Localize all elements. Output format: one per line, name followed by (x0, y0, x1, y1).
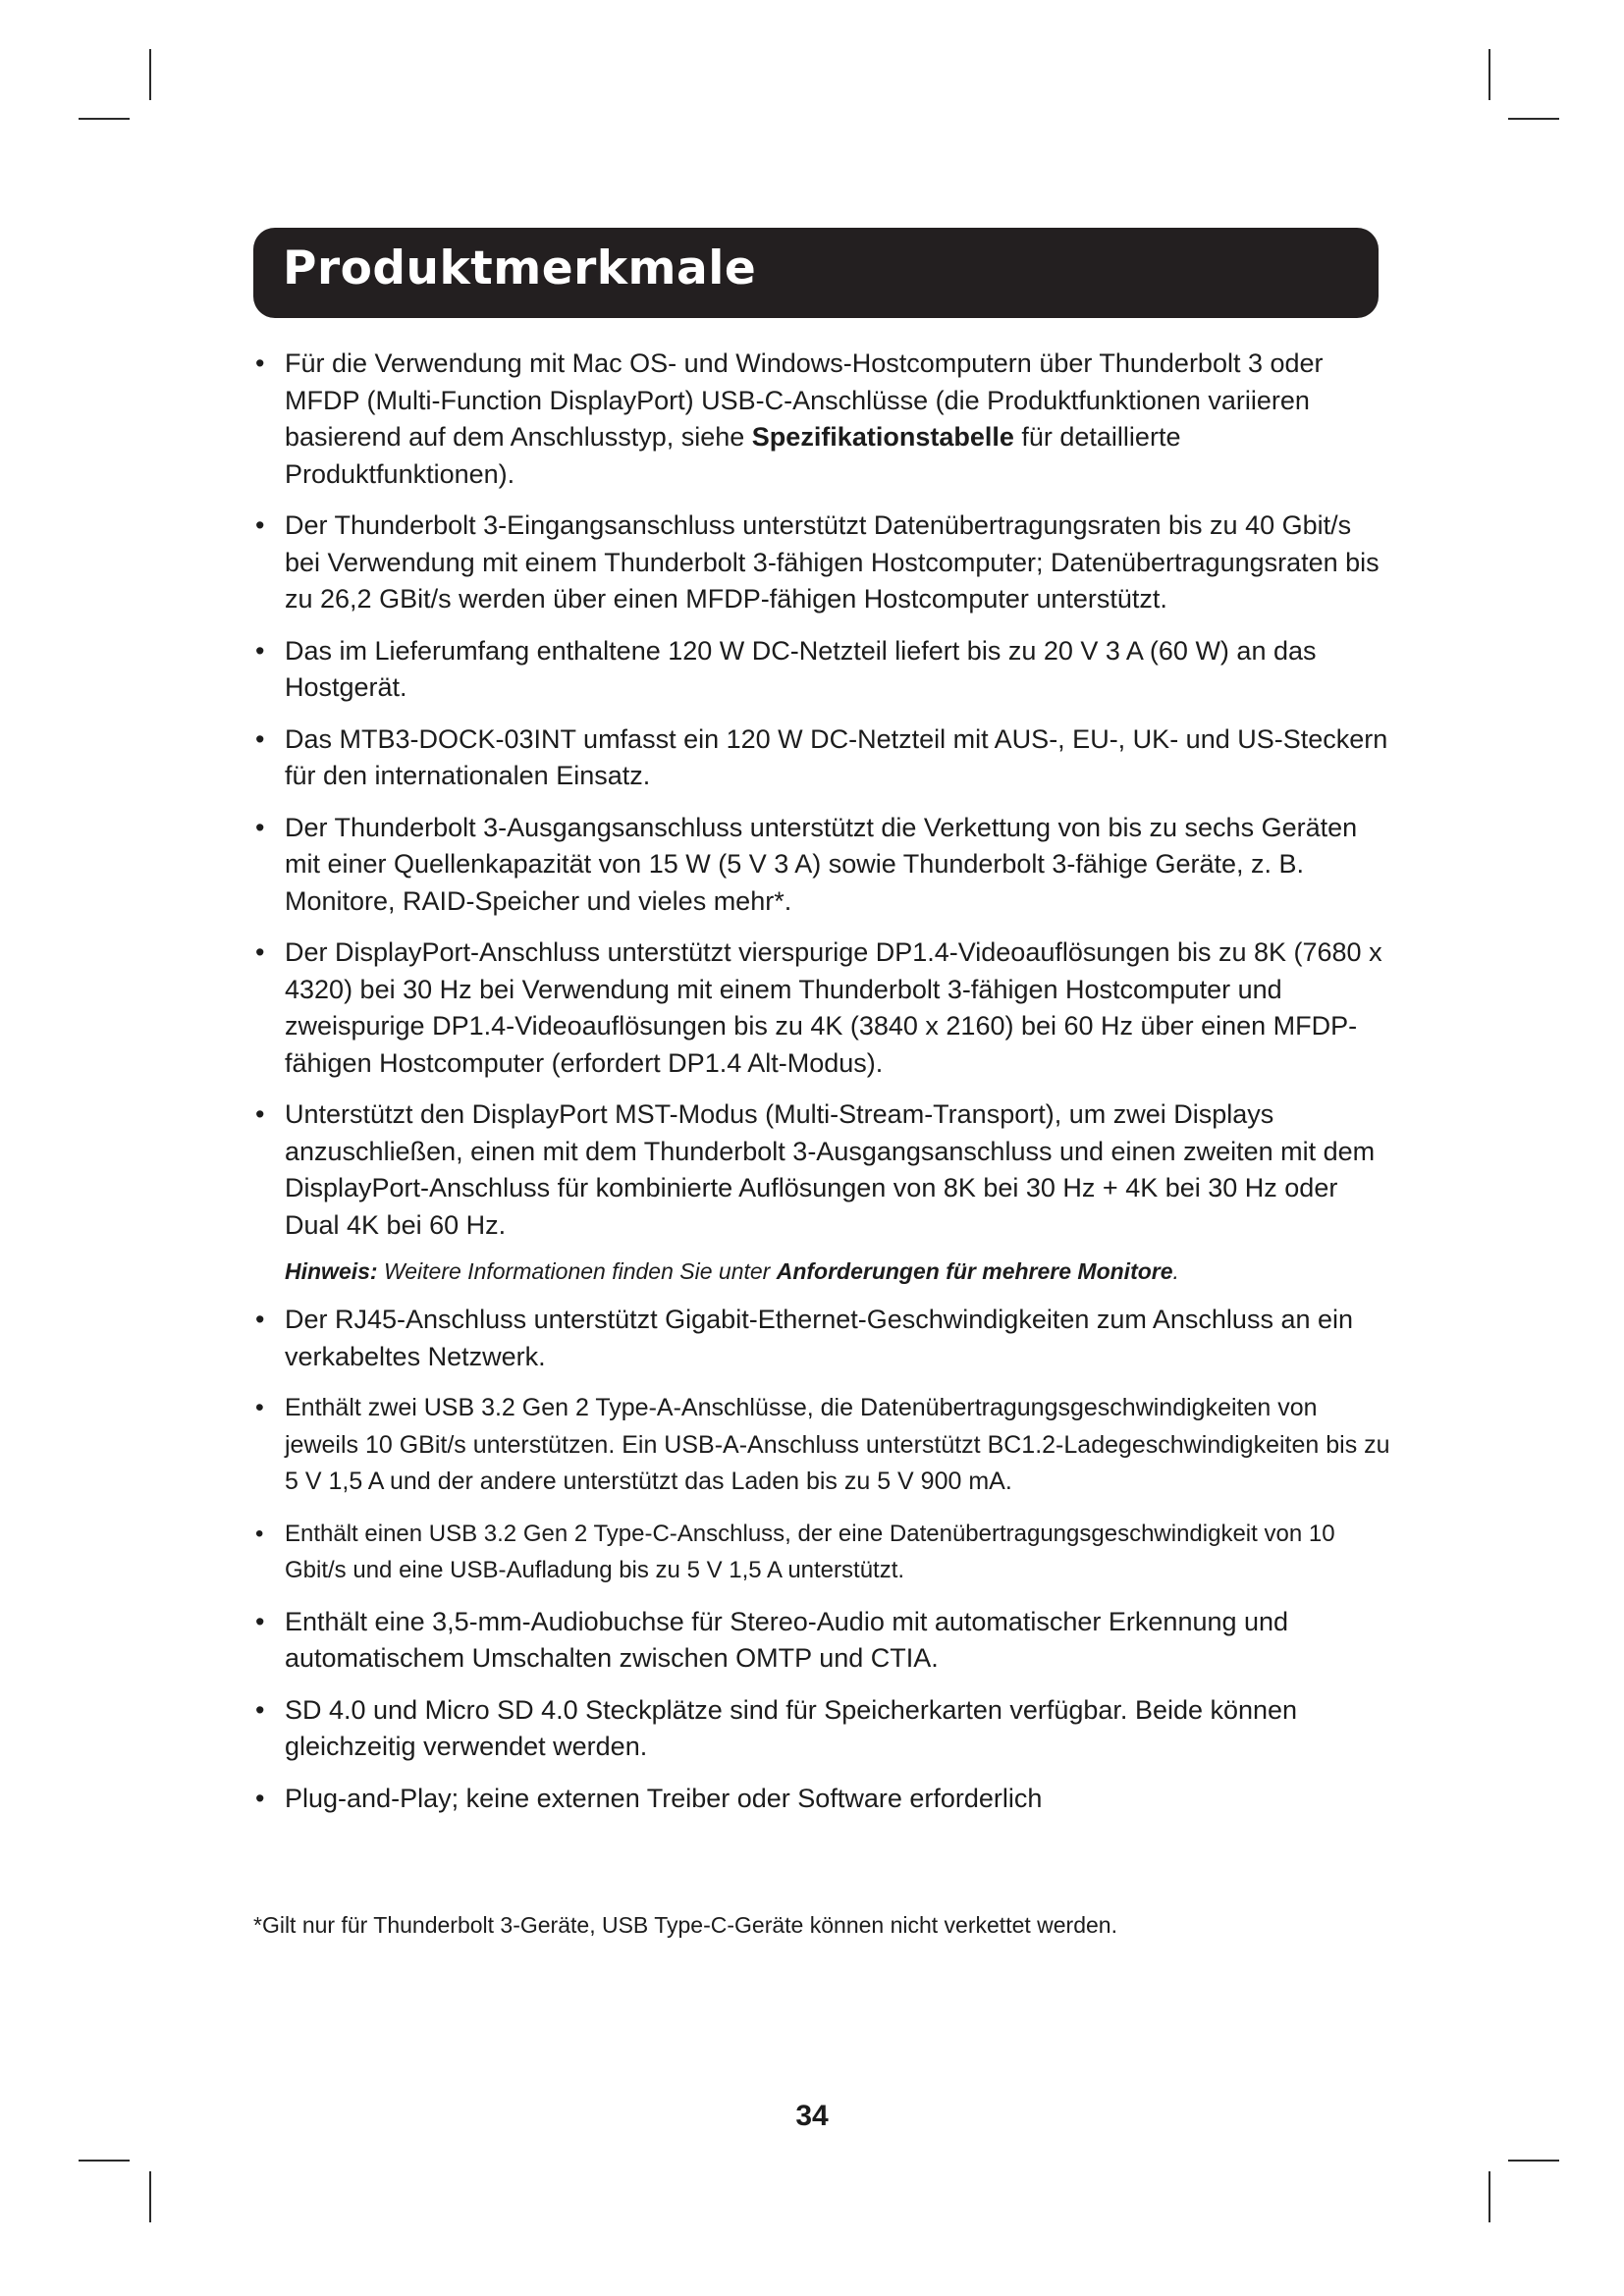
note-link: Anforderungen für mehrere Monitore (776, 1258, 1173, 1284)
list-item: • Der RJ45-Anschluss unterstützt Gigabit-Ethernet-Geschwindigkeiten zum Anschluss an ein verkabeltes Netzwerk. (253, 1302, 1392, 1375)
bullet-icon: • (255, 1520, 264, 1547)
list-item: • Das MTB3-DOCK-03INT umfasst ein 120 W DC-Netzteil mit AUS-, EU-, UK- und US-Steckern für den internationalen Einsatz. (253, 721, 1392, 795)
bullet-icon: • (255, 1783, 265, 1813)
bullet-icon: • (255, 1305, 265, 1334)
bullet-icon: • (255, 723, 265, 754)
crop-mark (149, 49, 151, 100)
list-item: • Plug-and-Play; keine externen Treiber oder Software erforderlich (253, 1781, 1392, 1818)
list-item: • SD 4.0 und Micro SD 4.0 Steckplätze sind für Speicherkarten verfügbar. Beide können gleichzeitig verwendet werden. (253, 1692, 1392, 1766)
feature-list (253, 346, 1392, 1832)
list-item: • Der Thunderbolt 3-Ausgangsanschluss unterstützt die Verkettung von bis zu sechs Geräten mit einer Quellenkapazität von 15 W (5 V 3 A) sowie Thunderbolt 3-fähige Geräte, z. B. Monitore, RAID-Speicher und vieles mehr*. (253, 810, 1392, 921)
bullet-icon: • (255, 1099, 265, 1129)
footnote: *Gilt nur für Thunderbolt 3-Geräte, USB Type-C-Geräte können nicht verkettet werden. (253, 1912, 1117, 1938)
crop-mark (1508, 2160, 1559, 2162)
list-item: • Enthält eine 3,5-mm-Audiobuchse für Stereo-Audio mit automatischer Erkennung und automatischem Umschalten zwischen OMTP und CTIA. (253, 1604, 1392, 1678)
bullet-icon: • (255, 510, 265, 540)
spec-table-reference: Spezifikationstabelle (751, 422, 1014, 452)
crop-mark (149, 2171, 151, 2222)
crop-mark (79, 2160, 130, 2162)
list-item: • Für die Verwendung mit Mac OS- und Windows-Hostcomputern über Thunderbolt 3 oder MFDP (Multi-Function DisplayPort) USB-C-Anschlüsse (die Produktfunktionen variieren basierend auf dem Anschlusstyp, siehe Spezifikationstabelle für detaillierte Produktfunktionen). (253, 346, 1392, 493)
bullet-icon: • (255, 1394, 264, 1421)
crop-mark (1489, 2171, 1490, 2222)
list-item: • Enthält einen USB 3.2 Gen 2 Type-C-Anschluss, der eine Datenübertragungsgeschwindigkeit von 10 Gbit/s und eine USB-Aufladung bis zu 5 V 1,5 A unterstützt. (253, 1516, 1392, 1589)
bullet-icon: • (255, 348, 265, 378)
section-header (253, 228, 1379, 318)
list-item: • Das im Lieferumfang enthaltene 120 W DC-Netzteil liefert bis zu 20 V 3 A (60 W) an das Hostgerät. (253, 633, 1392, 707)
bullet-icon: • (255, 635, 265, 666)
note-label: Hinweis: (285, 1258, 378, 1284)
bullet-icon: • (255, 937, 265, 967)
list-item: • Der DisplayPort-Anschluss unterstützt vierspurige DP1.4-Videoauflösungen bis zu 8K (7680 x 4320) bei 30 Hz bei Verwendung mit einem Thunderbolt 3-fähigen Hostcomputer und zweispurige DP1.4-Videoauflösungen bis zu 4K (3840 x 2160) bei 60 Hz über einen MFDP-fähigen Hostcomputer (erfordert DP1.4 Alt-Modus). (253, 934, 1392, 1082)
list-item: • Der Thunderbolt 3-Eingangsanschluss unterstützt Datenübertragungsraten bis zu 40 Gbit/s bei Verwendung mit einem Thunderbolt 3-fähigen Hostcomputer; Datenübertragungsraten bis zu 26,2 GBit/s werden über einen MFDP-fähigen Hostcomputer unterstützt. (253, 507, 1392, 618)
bullet-icon: • (255, 812, 265, 842)
page-number: 34 (795, 2100, 829, 2132)
bullet-icon: • (255, 1694, 265, 1725)
crop-mark (1489, 49, 1490, 100)
section-title: Produktmerkmale (283, 241, 757, 295)
bullet-icon: • (255, 1606, 265, 1636)
crop-mark (1508, 118, 1559, 120)
list-item: • Enthält zwei USB 3.2 Gen 2 Type-A-Anschlüsse, die Datenübertragungsgeschwindigkeiten von jeweils 10 GBit/s unterstützen. Ein USB-A-Anschluss unterstützt BC1.2-Ladegeschwindigkeiten bis zu 5 V 1,5 A und der andere unterstützt das Laden bis zu 5 V 900 mA. (253, 1390, 1392, 1501)
list-item: • Unterstützt den DisplayPort MST-Modus (Multi-Stream-Transport), um zwei Displays anzuschließen, einen mit dem Thunderbolt 3-Ausgangsanschluss und einen zweiten mit dem DisplayPort-Anschluss für kombinierte Auflösungen von 8K bei 30 Hz + 4K bei 30 Hz oder Dual 4K bei 60 Hz. (253, 1096, 1392, 1244)
note: Hinweis: Weitere Informationen finden Sie unter Anforderungen für mehrere Monitore. (285, 1258, 1179, 1284)
crop-mark (79, 118, 130, 120)
